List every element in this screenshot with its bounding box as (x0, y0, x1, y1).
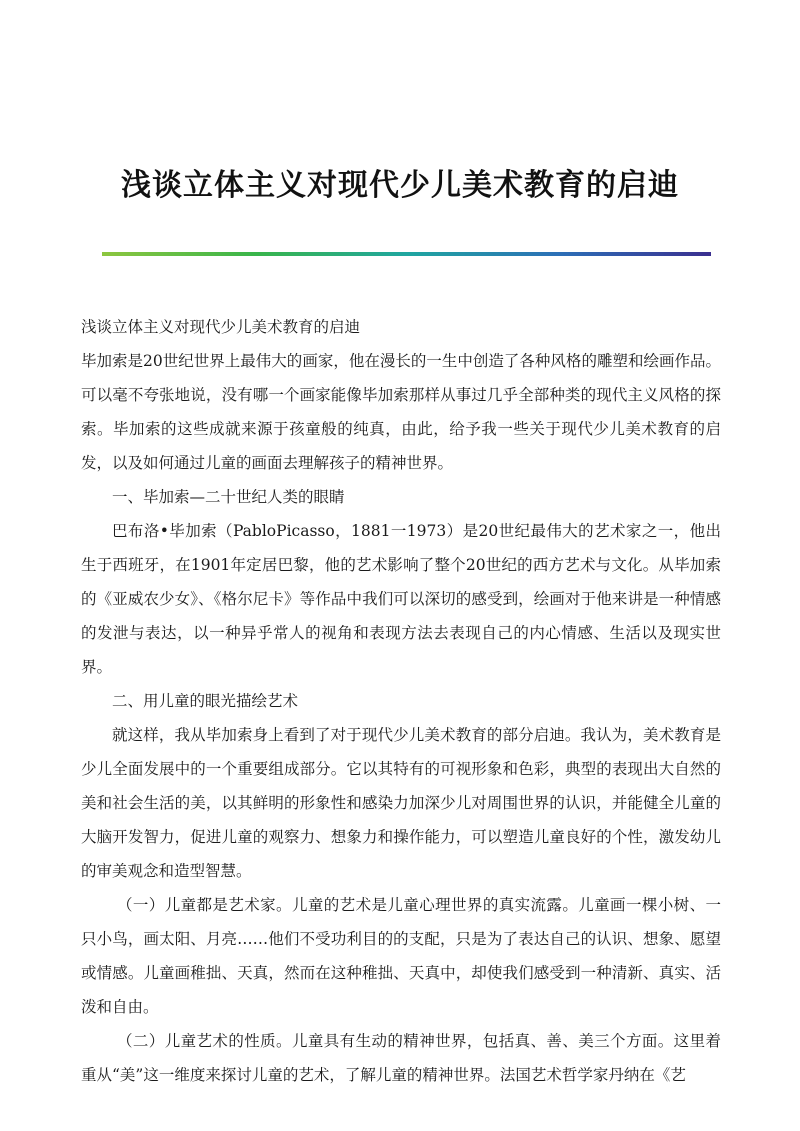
document-body (81, 310, 721, 1092)
subsection-paragraph-1: （一）儿童都是艺术家。儿童的艺术是儿童心理世界的真实流露。儿童画一棵小树、一只小鸟，画太阳、月亮……他们不受功利目的的支配，只是为了表达自己的认识、想象、愿望或情感。儿童画稚拙、天真，然而在这种稚拙、天真中，却使我们感受到一种清新、真实、活泼和自由。 (81, 896, 721, 1016)
title-divider (102, 252, 711, 256)
page-title: 浅谈立体主义对现代少儿美术教育的启迪 (121, 168, 679, 203)
body-paragraph: 就这样，我从毕加索身上看到了对于现代少儿美术教育的部分启迪。我认为，美术教育是少儿全面发展中的一个重要组成部分。它以其特有的可视形象和色彩，典型的表现出大自然的美和社会生活的美，以其鲜明的形象性和感染力加深少儿对周围世界的认识，并能健全儿童的大脑开发智力，促进儿童的观察力、想象力和操作能力，可以塑造儿童良好的个性，激发幼儿的审美观念和造型智慧。 (81, 726, 721, 880)
subsection-paragraph-2: （二）儿童艺术的性质。儿童具有生动的精神世界，包括真、善、美三个方面。这里着重从“美”这一维度来探讨儿童的艺术，了解儿童的精神世界。法国艺术哲学家丹纳在《艺 (81, 1032, 721, 1084)
body-paragraph: 巴布洛•毕加索（PabloPicasso，1881一1973）是20世纪最伟大的艺术家之一，他出生于西班牙，在1901年定居巴黎，他的艺术影响了整个20世纪的西方艺术与文化。从毕加索的《亚威农少女》、《格尔尼卡》等作品中我们可以深切的感受到，绘画对于他来讲是一种情感的发泄与表达，以一种异乎常人的视角和表现方法去表现自己的内心情感、生活以及现实世界。 (81, 522, 721, 676)
section-heading-2: 二、用儿童的眼光描绘艺术 (112, 692, 299, 710)
subtitle-paragraph: 浅谈立体主义对现代少儿美术教育的启迪 (81, 318, 361, 336)
section-heading-1: 一、毕加索—二十世纪人类的眼睛 (112, 488, 345, 506)
intro-paragraph: 毕加索是20世纪世界上最伟大的画家，他在漫长的一生中创造了各种风格的雕塑和绘画作品。可以毫不夸张地说，没有哪一个画家能像毕加索那样从事过几乎全部种类的现代主义风格的探索。毕加索的这些成就来源于孩童般的纯真，由此，给予我一些关于现代少儿美术教育的启发，以及如何通过儿童的画面去理解孩子的精神世界。 (81, 352, 721, 472)
